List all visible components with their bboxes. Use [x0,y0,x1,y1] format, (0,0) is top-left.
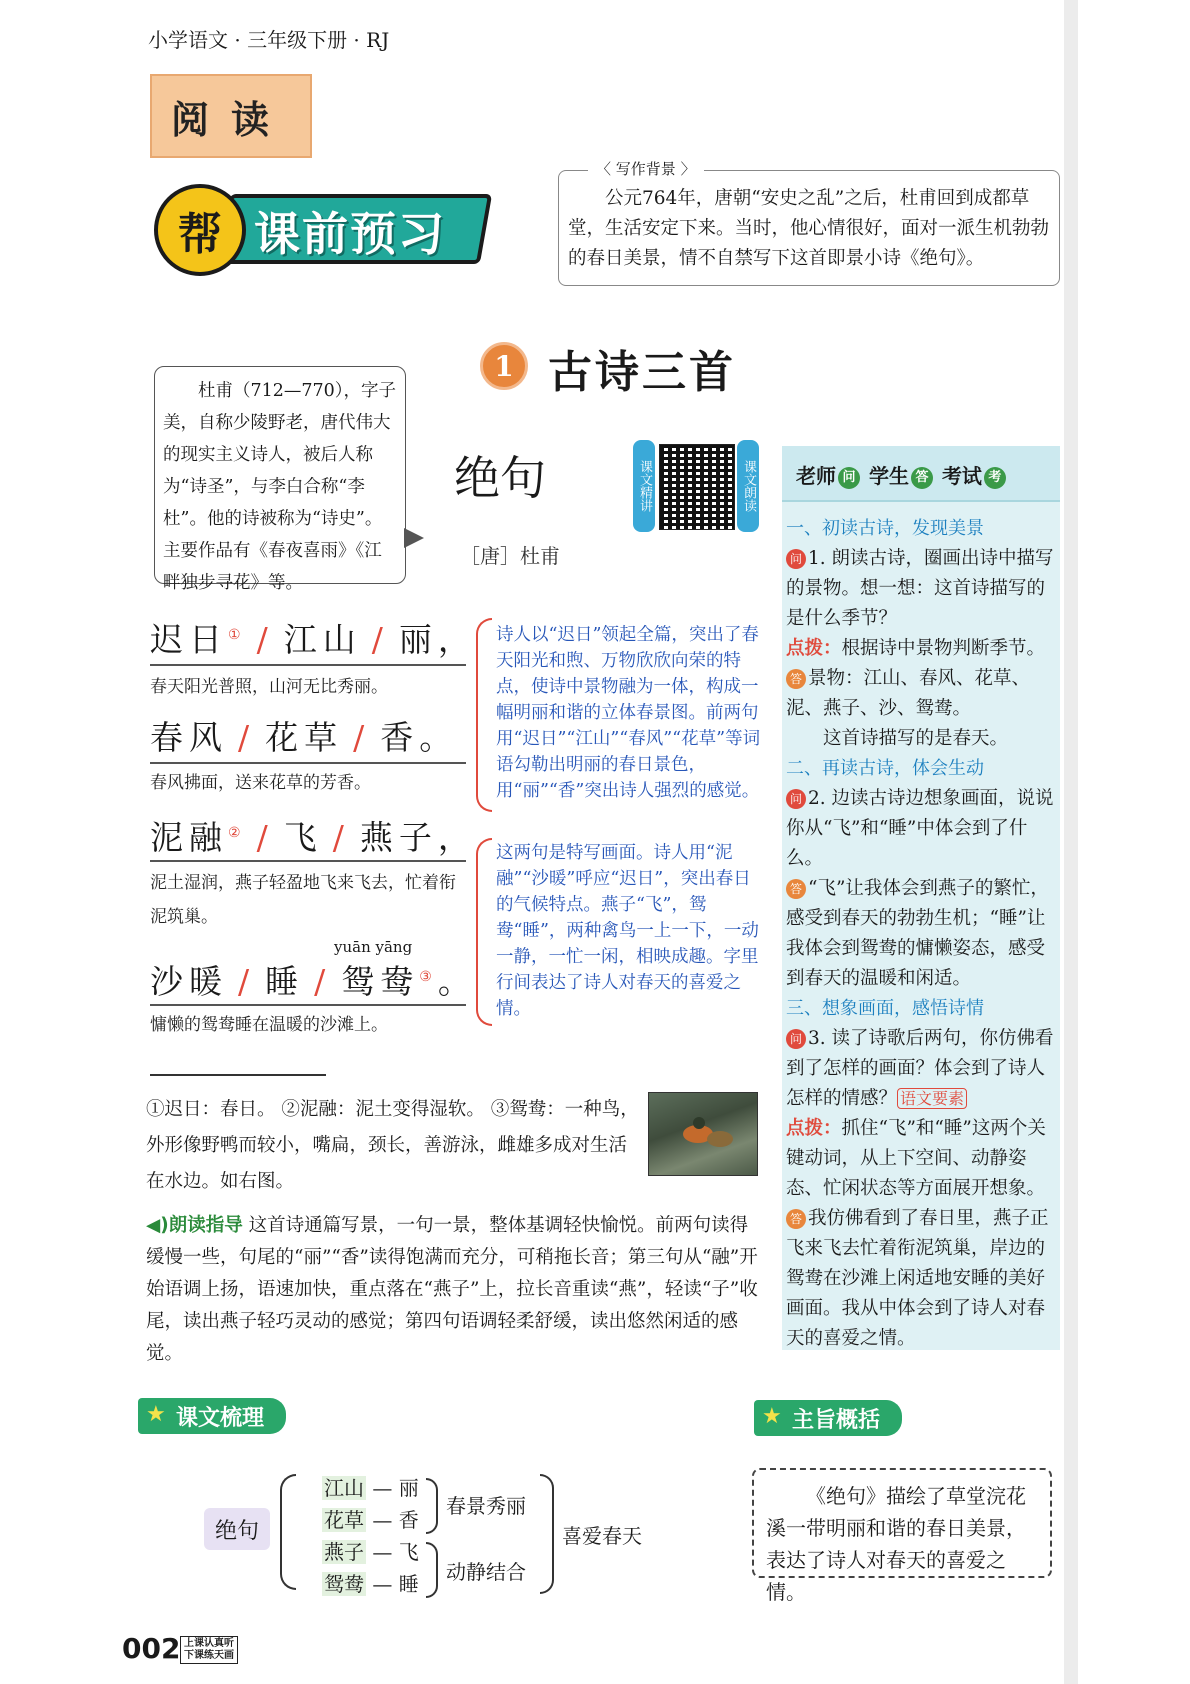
footnote-rule [150,1074,326,1076]
poem-line-3-seg3: 燕子 [359,818,438,857]
speaker-icon: ◀) [146,1215,169,1236]
duck-shape [707,1131,733,1147]
pinyin: yuān yāng [334,938,413,956]
pause-slash: / [238,962,256,1001]
qr-label-left: 课文精讲 [633,440,655,532]
poem-line-4-end: 。 [437,962,477,1001]
poem-line-1-seg3: 丽 [398,620,438,659]
answer-2-text: “飞”让我体会到燕子的繁忙，感受到春天的勃勃生机；“睡”让我体会到鸳鸯的慵懒姿态，感受到春天的温暖和闲适。 [786,878,1049,989]
banner-badge: 帮 [154,184,246,276]
outline-result: 喜爱春天 [562,1524,642,1548]
hint-1-text: 根据诗中景物判断季节。 [841,638,1046,659]
answer-2 [786,874,1056,994]
outline-brace-left [280,1474,296,1590]
poem-line-1 [150,614,477,661]
poem-line-2-seg1: 春风 [150,718,228,757]
question-icon: 问 [786,1029,806,1049]
comment-bracket-1 [476,618,492,812]
outline-brace-group1 [426,1478,438,1534]
page-slogan-line1: 上课认真听 [184,1638,234,1649]
translation-2: 春风拂面，送来花草的芳香。 [150,773,371,793]
outline-pair-4-b: 睡 [398,1572,419,1596]
outline-pair-4-a: 鸳鸯 [324,1572,364,1596]
qr-code-icon[interactable] [659,444,735,530]
pause-slash: / [371,620,389,659]
poem-line-2 [150,712,458,759]
outline-pair-3 [322,1536,419,1565]
running-header: 小学语文 · 三年级下册 · RJ [148,28,390,52]
outline-dash: — [372,1508,393,1532]
outline-pair-2-a: 花草 [324,1508,364,1532]
lesson-title: 古诗三首 [548,347,736,398]
outline-pair-1 [322,1472,419,1501]
outline-pair-4 [322,1568,419,1597]
pause-slash: / [256,818,274,857]
outline-pair-3-b: 飞 [398,1540,419,1564]
mandarin-duck-photo [648,1092,758,1176]
teacher-label: 老师 [796,464,836,488]
translation-4: 慵懒的鸳鸯睡在温暖的沙滩上。 [150,1015,388,1035]
footnote-mark-1: ① [228,627,247,643]
poem-line-3 [150,812,477,859]
star-icon: ★ [146,1402,166,1427]
poem-line-4 [150,956,477,1003]
translation-3: 泥土湿润，燕子轻盈地飞来飞去，忙着衔泥筑巢。 [150,873,456,927]
outline-pair-1-b: 丽 [398,1476,419,1500]
qa-panel-body [786,514,1056,1354]
page-slogan [180,1636,238,1664]
outline-pair-3-a: 燕子 [324,1540,364,1564]
answer-3 [786,1204,1056,1354]
footnotes: ①迟日：春日。 ②泥融：泥土变得湿软。 ③鸳鸯：一种鸟，外形像野鸭而较小，嘴扁，颈长，善游泳，雌雄多成对生活在水边。如右图。 [146,1099,639,1192]
poem-line-1-seg2: 江山 [283,620,362,659]
comment-1: 诗人以“迟日”领起全篇，突出了春天阳光和煦、万物欣欣向荣的特点，使诗中景物融为一体，构成一幅明丽和谐的立体春景图。前两句用“迟日”“江山”“春风”“花草”等词语勾勒出明丽的春日景色，用“丽”“香”突出诗人强烈的感觉。 [496,625,761,801]
question-1-text: 1. 朗读古诗，圈画出诗中描写的景物。想一想：这首诗描写的是什么季节？ [786,548,1054,629]
outline-brace-result [540,1474,554,1594]
outline-group-2: 动静结合 [446,1560,526,1584]
qa-section-2: 二、再读古诗，体会生动 [786,758,984,779]
reading-guide-text: 这首诗通篇写景，一句一景，整体基调轻快愉悦。前两句读得缓慢一些，句尾的“丽”“香”读得饱满而充分，可稍拖长音；第三句从“融”开始语调上扬，语速加快，重点落在“燕子”上，拉长音重读“燕”，轻读“子”收尾，读出燕子轻巧灵动的感觉；第四句语调轻柔舒缓，读出悠然闲适的感觉。 [146,1215,758,1364]
reading-guide-label-text: 朗读指导 [168,1215,243,1236]
lesson-number: 1 [480,342,528,390]
background-text: 公元764年，唐朝“安史之乱”之后，杜甫回到成都草堂，生活安定下来。当时，他心情很好，面对一派生机勃勃的春日美景，情不自禁写下这首即景小诗《绝句》。 [568,188,1050,269]
hint-3-text: 抓住“飞”和“睡”这两个关键动词，从上下空间、动静姿态、忙闲状态等方面展开想象。 [786,1118,1046,1199]
outline-dash: — [372,1476,393,1500]
reading-guide [146,1210,766,1370]
answer-icon: 答 [786,1209,806,1229]
poem-line-2-seg3: 香 [380,718,420,757]
star-icon: ★ [762,1404,782,1429]
outline-brace-group2 [426,1542,438,1598]
answer-1 [786,664,1056,724]
question-3-text: 3. 读了诗歌后两句，你仿佛看到了怎样的画面？体会到了诗人怎样的情感？ [786,1028,1054,1109]
answer-icon: 答 [786,669,806,689]
poem-line-4-seg3: 鸳鸯 [341,962,420,1001]
outline-banner-text: 课文梳理 [176,1405,265,1431]
outline-dash: — [372,1540,393,1564]
question-2 [786,784,1056,874]
poem-line-3-end: ， [437,818,477,857]
comment-bracket-2 [476,838,492,1026]
poem-line-1-end: ， [437,620,477,659]
poem-underline [150,762,466,764]
poem-line-4-seg1: 沙暖 [150,962,228,1001]
ask-icon: 问 [838,467,860,489]
qa-section-3: 三、想象画面，感悟诗情 [786,998,984,1019]
author-note-tail [404,528,424,548]
outline-pair-2-b: 香 [398,1508,419,1532]
poem-title: 绝句 [454,451,546,505]
poem-line-2-end: 。 [419,718,459,757]
author-note: 杜甫（712—770），字子美，自称少陵野老，唐代伟大的现实主义诗人，被后人称为“诗圣”，与李白合称“李杜”。他的诗被称为“诗史”。主要作品有《春夜喜雨》《江畔独步寻花》等。 [154,366,406,584]
poem-underline [150,860,466,862]
poem-underline [150,1004,466,1006]
hint-1 [786,634,1056,664]
qr-label-right: 课文朗读 [737,440,759,532]
outline-root: 绝句 [204,1508,270,1550]
literacy-tag: 语文要素 [897,1088,967,1109]
student-label: 学生 [868,464,909,488]
exam-icon: 考 [984,467,1006,489]
exam-label: 考试 [941,464,982,488]
poem-underline [150,664,466,666]
outline-group-1: 春景秀丽 [446,1494,526,1518]
theme-banner-text: 主旨概括 [792,1407,881,1433]
question-1 [786,544,1056,634]
question-icon: 问 [786,789,806,809]
pause-slash: / [238,718,256,757]
qa-section-1: 一、初读古诗，发现美景 [786,518,984,539]
section-tab: 阅读 [150,74,312,158]
background-label-text: 写作背景 [615,160,676,178]
page-edge [1064,0,1078,1684]
page-number: 002 [122,1632,181,1665]
preview-banner [154,184,488,272]
answer-1-text: 景物：江山、春风、花草、泥、燕子、沙、鸳鸯。 [786,668,1031,719]
outline-banner [138,1398,286,1434]
poem-line-1-seg1: 迟日 [150,620,228,659]
poem-line-2-seg2: 花草 [265,718,344,757]
answer-icon: 答 [911,467,933,489]
question-2-text: 2. 边读古诗边想象画面，说说你从“飞”和“睡”中体会到了什么。 [786,788,1054,869]
hint-label: 点拨： [786,638,842,659]
poem-line-3-seg2: 飞 [283,818,323,857]
footnote-mark-2: ② [228,825,247,841]
answer-icon: 答 [786,879,806,899]
answer-1b: 这首诗描写的是春天。 [823,728,1009,749]
outline-pair-1-a: 江山 [324,1476,364,1500]
hint-label: 点拨： [786,1118,842,1139]
duck-shape [693,1117,705,1129]
answer-3-text: 我仿佛看到了春日里，燕子正飞来飞去忙着衔泥筑巢，岸边的鸳鸯在沙滩上闲适地安睡的美好画面。我从中体会到了诗人对春天的喜爱之情。 [786,1208,1049,1349]
poem-author: ［唐］杜甫 [460,544,560,568]
pause-slash: / [314,962,332,1001]
question-icon: 问 [786,549,806,569]
reading-guide-label [146,1215,243,1236]
outline-dash: — [372,1572,393,1596]
footnote-mark-3: ③ [419,969,438,985]
question-3 [786,1024,1056,1114]
translation-1: 春天阳光普照，山河无比秀丽。 [150,677,388,697]
qr-block[interactable] [633,440,759,532]
poem-line-4-seg2: 睡 [265,962,305,1001]
outline-pair-2 [322,1504,419,1533]
banner-text: 课前预习 [254,207,446,261]
qa-panel-title [796,460,1008,489]
background-label: 〈 写作背景 〉 [588,158,704,179]
pause-slash: / [353,718,371,757]
page-slogan-line2: 下课练天画 [184,1650,234,1661]
comment-2: 这两句是特写画面。诗人用“泥融”“沙暖”呼应“迟日”，突出春日的气候特点。燕子“飞”，鸳鸯“睡”，两种禽鸟一上一下，一动一静，一忙一闲，相映成趣。字里行间表达了诗人对春天的喜爱之情。 [496,843,759,1019]
pause-slash: / [256,620,274,659]
poem-line-3-seg1: 泥融 [150,818,228,857]
theme-summary: 《绝句》描绘了草堂浣花溪一带明丽和谐的春日美景，表达了诗人对春天的喜爱之情。 [752,1468,1052,1578]
theme-banner [754,1400,902,1436]
hint-3 [786,1114,1056,1204]
pause-slash: / [332,818,350,857]
